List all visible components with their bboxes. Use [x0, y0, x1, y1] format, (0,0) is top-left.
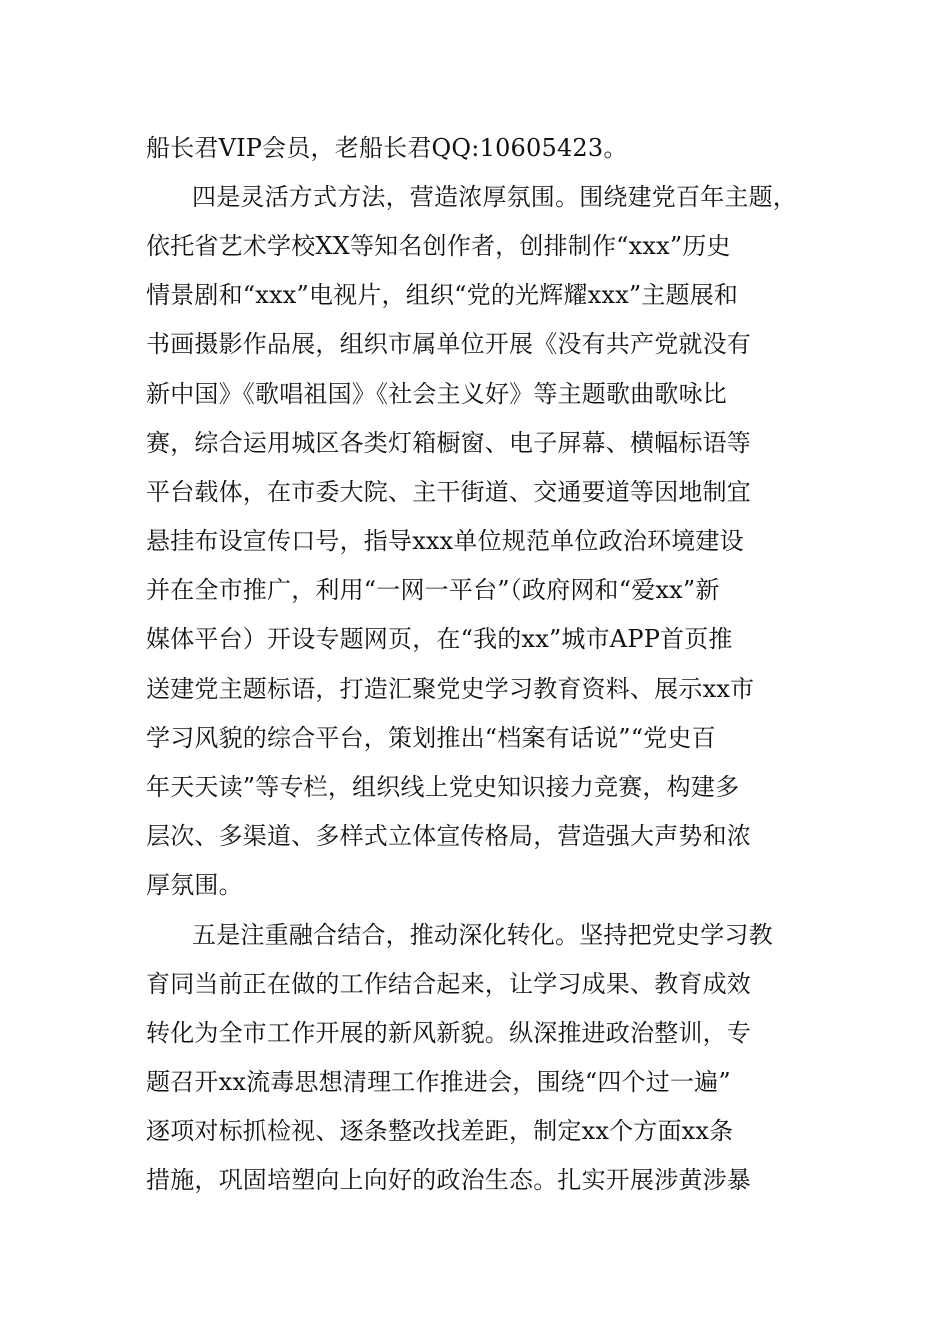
text-line: 题召开xx流毒思想清理工作推进会，围绕“四个过一遍”: [146, 1068, 731, 1096]
text-line: 学习风貌的综合平台，策划推出“档案有话说”“党史百: [146, 724, 716, 752]
text-line: 赛，综合运用城区各类灯箱橱窗、电子屏幕、横幅标语等: [146, 429, 751, 457]
text-line: 媒体平台）开设专题网页，在“我的xx”城市APP首页推: [146, 625, 733, 653]
text-line: 新中国》《歌唱祖国》《社会主义好》等主题歌曲歌咏比: [146, 380, 727, 408]
text-line: 依托省艺术学校XX等知名创作者，创排制作“xxx”历史: [146, 232, 731, 260]
text-line: 厚氛围。: [146, 871, 243, 899]
text-line: 书画摄影作品展，组织市属单位开展《没有共产党就没有: [146, 330, 751, 358]
text-line: 送建党主题标语，打造汇聚党史学习教育资料、展示xx市: [146, 675, 755, 703]
text-line: 平台载体，在市委大院、主干街道、交通要道等因地制宜: [146, 478, 751, 506]
text-line: 年天天读”等专栏，组织线上党史知识接力竞赛，构建多: [146, 773, 740, 801]
text-line: 情景剧和“xxx”电视片，组织“党的光辉耀xxx”主题展和: [146, 281, 739, 309]
text-line: 层次、多渠道、多样式立体宣传格局，营造强大声势和浓: [146, 822, 751, 850]
text-line: 逐项对标抓检视、逐条整改找差距，制定xx个方面xx条: [146, 1117, 734, 1145]
paragraph-start-line: 四是灵活方式方法，营造浓厚氛围。围绕建党百年主题，: [192, 183, 797, 211]
text-line: 悬挂布设宣传口号，指导xxx单位规范单位政治环境建设: [146, 527, 744, 555]
text-line: 船长君VIP会员，老船长君QQ:10605423。: [146, 134, 628, 162]
paragraph-start-line: 五是注重融合结合，推动深化转化。坚持把党史学习教: [192, 921, 773, 949]
text-line: 并在全市推广，利用“一网一平台”（政府网和“爱xx”新: [146, 576, 720, 604]
text-line: 转化为全市工作开展的新风新貌。纵深推进政治整训，专: [146, 1019, 751, 1047]
text-line: 措施，巩固培塑向上向好的政治生态。扎实开展涉黄涉暴: [146, 1166, 751, 1194]
text-line: 育同当前正在做的工作结合起来，让学习成果、教育成效: [146, 970, 751, 998]
